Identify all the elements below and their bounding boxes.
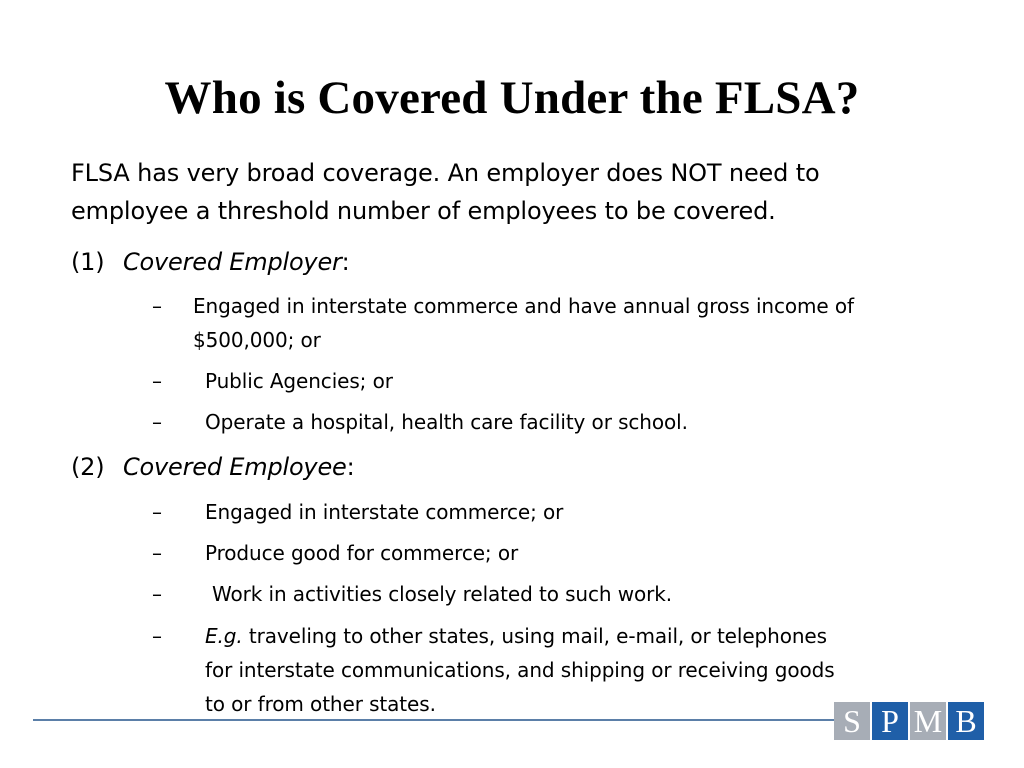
bullet-line: Operate a hospital, health care facility or school.	[205, 410, 688, 434]
intro-line-2: employee a threshold number of employees to be covered.	[71, 197, 776, 225]
section-colon: :	[346, 453, 355, 481]
bullet-dash: –	[152, 541, 162, 565]
logo-tile: P	[872, 702, 908, 740]
bullet-line	[205, 619, 965, 653]
bullet-dash: –	[152, 369, 162, 393]
bullet-item	[205, 364, 393, 398]
bullet-dash: –	[152, 410, 162, 434]
bullet-item	[205, 536, 518, 570]
bullet-line: Engaged in interstate commerce and have annual gross income of	[193, 294, 854, 318]
bullet-item	[212, 577, 672, 611]
slide-title: Who is Covered Under the FLSA?	[164, 72, 860, 124]
section-label: Covered Employer	[123, 248, 342, 276]
bullet-item	[205, 495, 563, 529]
logo-tile: S	[834, 702, 870, 740]
section-number: (1)	[71, 248, 105, 276]
bullet-line: Produce good for commerce; or	[205, 541, 519, 565]
eg-abbreviation: E.g.	[205, 624, 243, 648]
bullet-line-text: traveling to other states, using mail, e-mail, or telephones	[242, 624, 827, 648]
bullet-item	[205, 405, 688, 439]
bullet-line: Work in activities closely related to such work.	[212, 582, 672, 606]
bullet-line: Engaged in interstate commerce; or	[205, 500, 564, 524]
bullet-item	[193, 289, 854, 357]
logo-tile: B	[948, 702, 984, 740]
bullet-dash: –	[152, 294, 162, 318]
section-covered-employee	[71, 451, 354, 483]
section-label: Covered Employee	[123, 453, 347, 481]
intro-line-1: FLSA has very broad coverage. An employer does NOT need to	[71, 159, 820, 187]
bullet-dash: –	[152, 500, 162, 524]
logo-tile: M	[910, 702, 946, 740]
bullet-line: to or from other states.	[205, 692, 436, 716]
section-colon: :	[341, 248, 350, 276]
footer-divider	[33, 719, 839, 721]
section-number: (2)	[71, 453, 105, 481]
bullet-line: for interstate communications, and shipping or receiving goods	[205, 658, 835, 682]
bullet-dash: –	[152, 624, 162, 648]
bullet-line: Public Agencies; or	[205, 369, 393, 393]
bullet-dash: –	[152, 582, 162, 606]
bullet-line: $500,000; or	[193, 328, 321, 352]
spmb-logo	[834, 702, 984, 740]
intro-paragraph	[71, 154, 971, 230]
section-covered-employer	[71, 246, 350, 278]
